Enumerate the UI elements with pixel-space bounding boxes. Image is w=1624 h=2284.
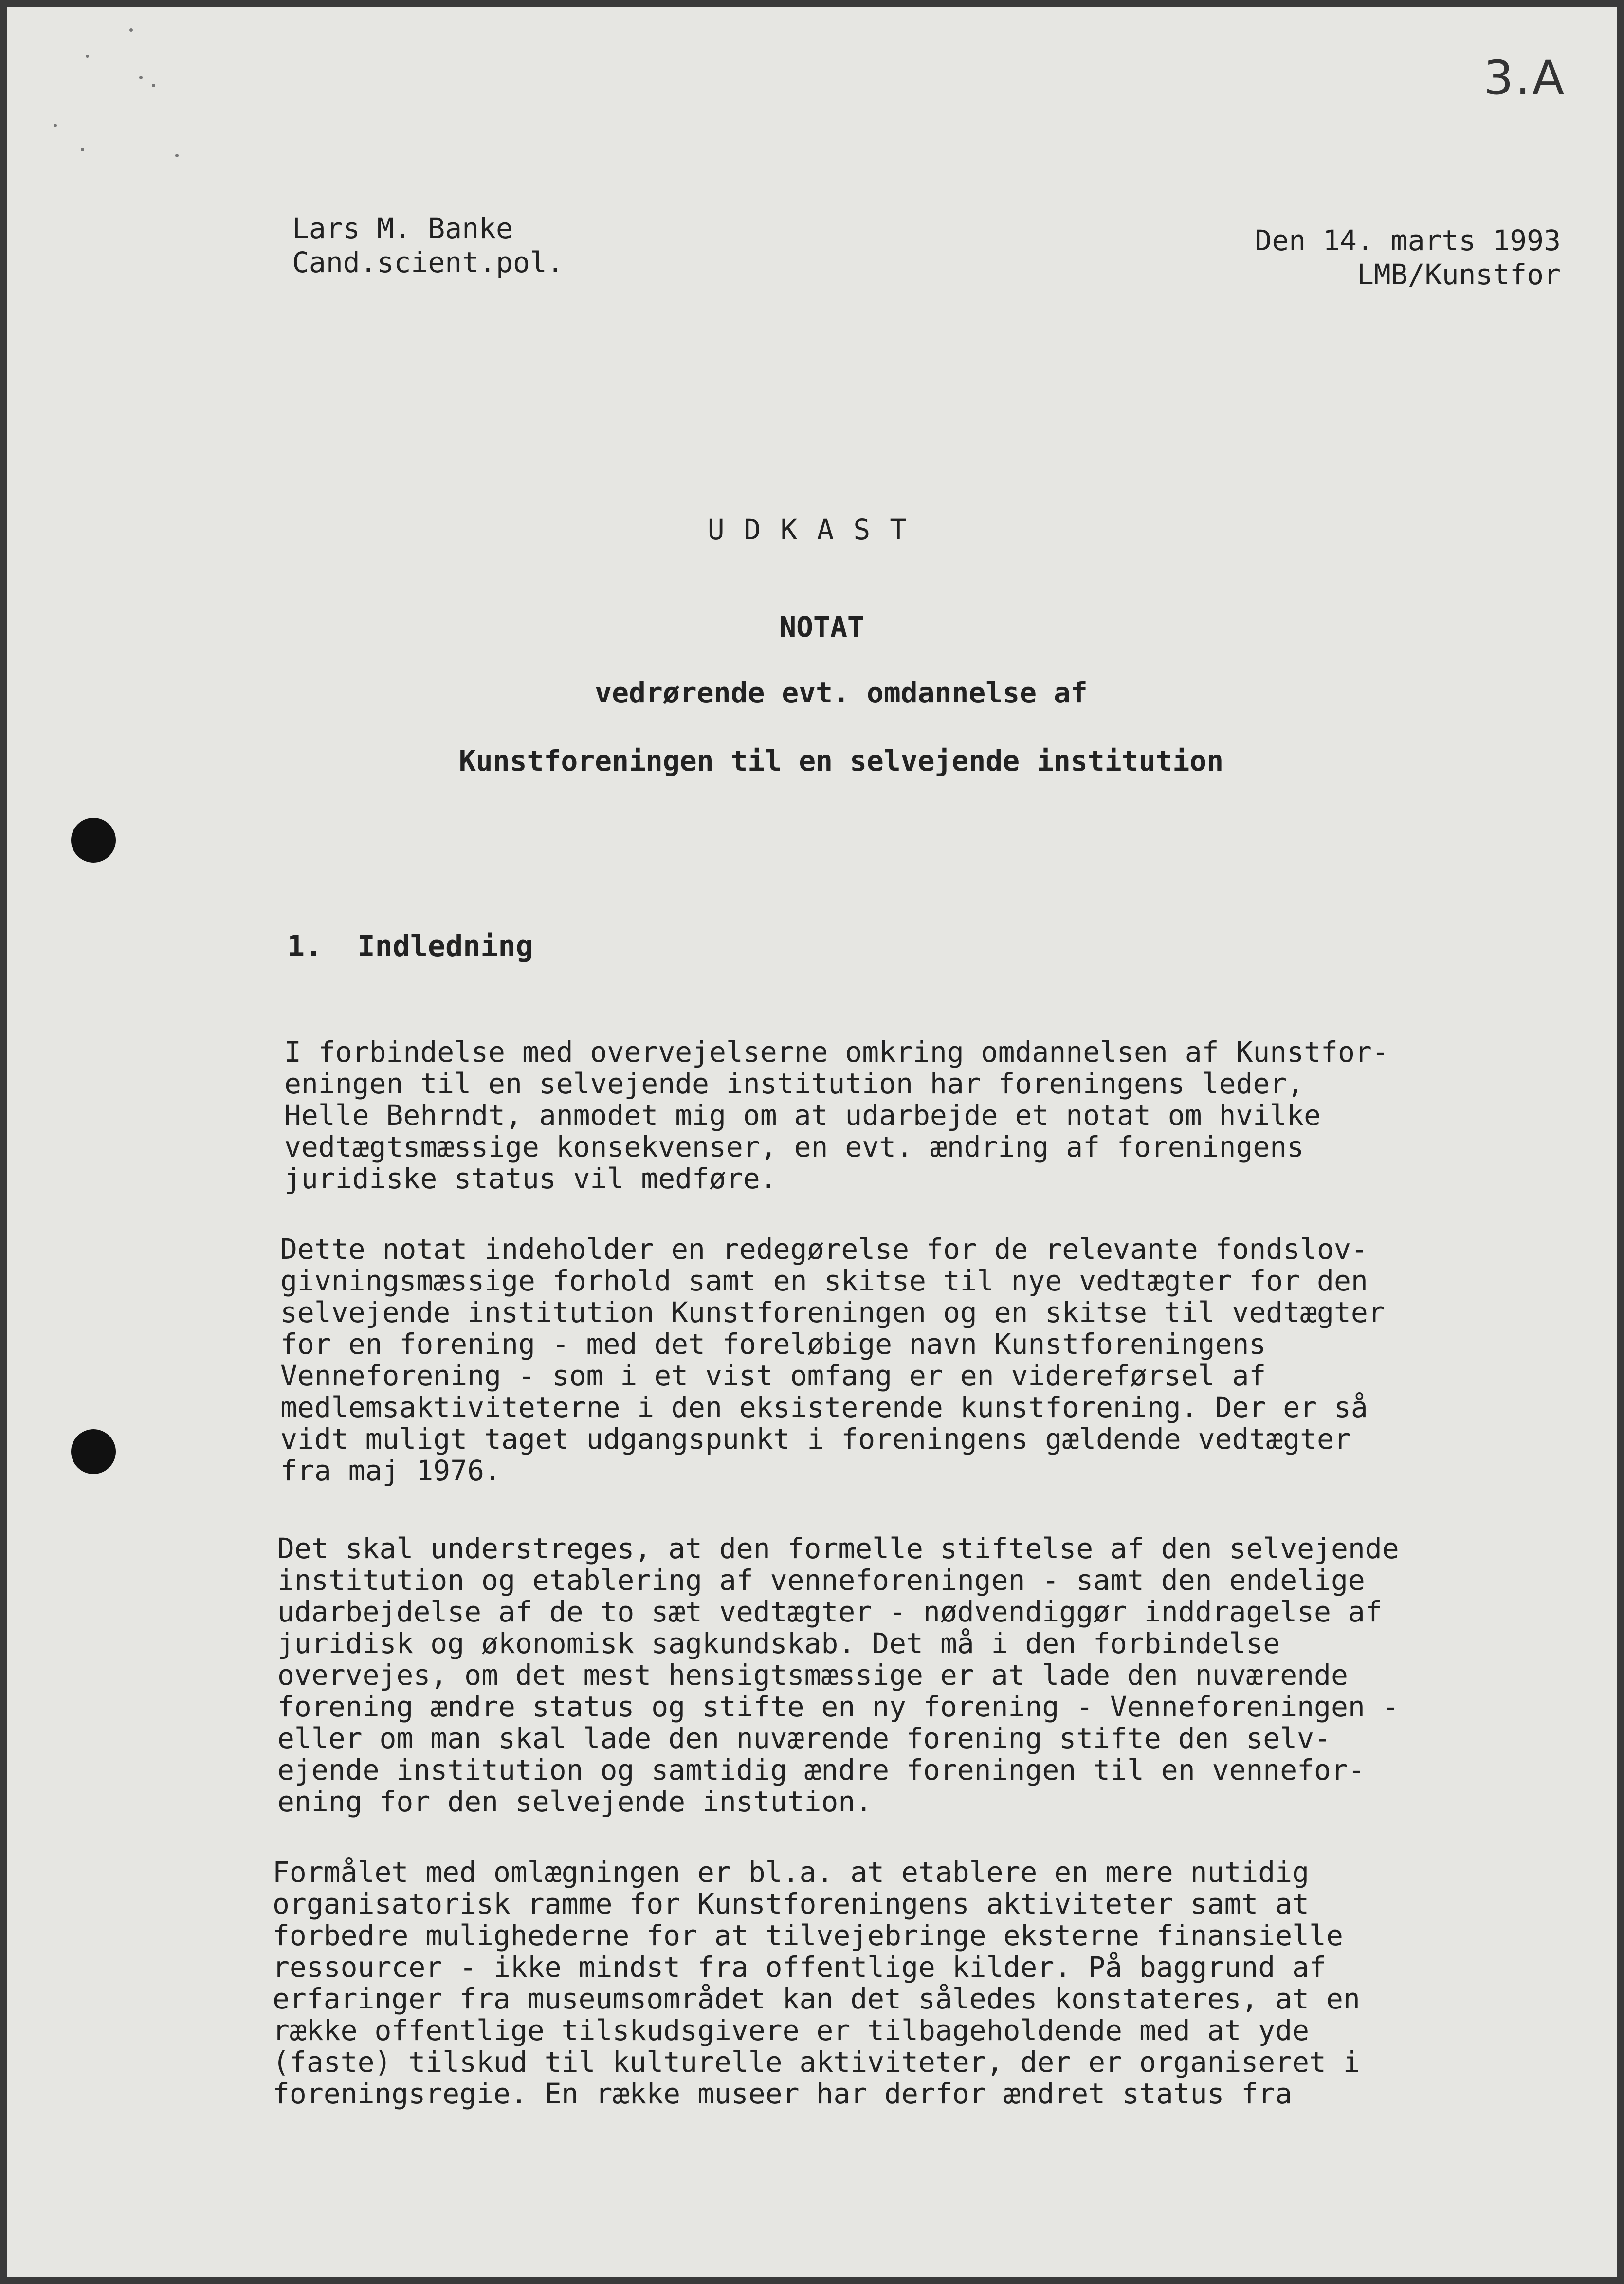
paragraph-line: givningsmæssige forhold samt en skitse til nye vedtægter for den [280,1264,1368,1297]
paragraph-line: fra maj 1976. [280,1454,501,1487]
paragraph-line: Formålet med omlægningen er bl.a. at etablere en mere nutidig [273,1856,1310,1889]
paragraph-line: for en forening - med det foreløbige navn Kunstforeningens [280,1327,1266,1361]
paragraph-line: eningen til en selvejende institution har foreningens leder, [284,1067,1304,1100]
paper-speck [152,84,155,87]
paragraph-line: Venneforening - som i et vist omfang er en videreførsel af [280,1359,1266,1392]
paragraph-line: forening ændre status og stifte en ny forening - Venneforeningen - [277,1690,1399,1723]
paragraph-line: selvejende institution Kunstforeningen og en skitse til vedtægter [280,1296,1385,1329]
paragraph-line: erfaringer fra museumsområdet kan det således konstateres, at en [273,1982,1360,2015]
paragraph-line: eller om man skal lade den nuværende forening stifte den selv- [277,1722,1331,1755]
paper-speck [54,124,57,127]
heading-line-2: Kunstforeningen til en selvejende institution [458,744,1224,777]
draft-label: UDKAST [707,513,927,546]
paragraph-line: juridisk og økonomisk sagkundskab. Det må i den forbindelse [277,1627,1280,1660]
paragraph-line: Helle Behrndt, anmodet mig om at udarbejde et notat om hvilke [284,1099,1321,1132]
paragraph-line: forbedre mulighederne for at tilvejebringe eksterne finansielle [273,1919,1343,1952]
document-page [7,7,1617,2277]
paragraph-line: organisatorisk ramme for Kunstforeningens aktiviteter samt at [273,1887,1310,1920]
paragraph-line: I forbindelse med overvejelserne omkring omdannelsen af Kunstfor- [284,1035,1389,1068]
paragraph-line: ressourcer - ikke mindst fra offentlige kilder. På baggrund af [273,1951,1326,1984]
paragraph-line: vedtægtsmæssige konsekvenser, en evt. ændring af foreningens [284,1130,1304,1163]
paragraph-line: medlemsaktiviteterne i den eksisterende kunstforening. Der er så [280,1391,1368,1424]
paragraph-line: juridiske status vil medføre. [284,1162,777,1195]
paragraph-line: vidt muligt taget udgangspunkt i foreningens gældende vedtægter [280,1422,1351,1455]
paper-speck [139,76,143,79]
sender-title: Cand.scient.pol. [292,246,564,279]
page-mark: 3.A [1483,51,1566,105]
sender-name: Lars M. Banke [292,212,513,245]
paragraph-line: overvejes, om det mest hensigtsmæssige er at lade den nuværende [277,1658,1348,1692]
paragraph-line: ejende institution og samtidig ændre foreningen til en vennefor- [277,1753,1365,1787]
paragraph-line: ening for den selvejende instution. [277,1785,873,1818]
document-date: Den 14. marts 1993 [1255,224,1561,257]
paragraph-line: Dette notat indeholder en redegørelse for de relevante fondslov- [280,1233,1368,1266]
paper-speck [129,28,133,32]
section-heading-indledning: 1. Indledning [287,929,533,963]
punch-hole-top [71,818,116,863]
notat-title: NOTAT [779,610,864,644]
heading-line-1: vedrørende evt. omdannelse af [595,676,1088,709]
punch-hole-bottom [71,1429,116,1474]
paper-speck [86,55,89,58]
paragraph-line: Det skal understreges, at den formelle stiftelse af den selvejende [277,1532,1399,1565]
paragraph-line: (faste) tilskud til kulturelle aktiviteter, der er organiseret i [273,2045,1360,2079]
document-reference: LMB/Kunstfor [1356,258,1561,291]
paragraph-line: udarbejdelse af de to sæt vedtægter - nødvendiggør inddragelse af [277,1595,1382,1628]
paper-speck [81,148,84,151]
paragraph-line: institution og etablering af venneforeningen - samt den endelige [277,1564,1365,1597]
paragraph-line: foreningsregie. En række museer har derfor ændret status fra [273,2077,1293,2110]
paragraph-line: række offentlige tilskudsgivere er tilbageholdende med at yde [273,2014,1310,2047]
paper-speck [175,154,179,157]
